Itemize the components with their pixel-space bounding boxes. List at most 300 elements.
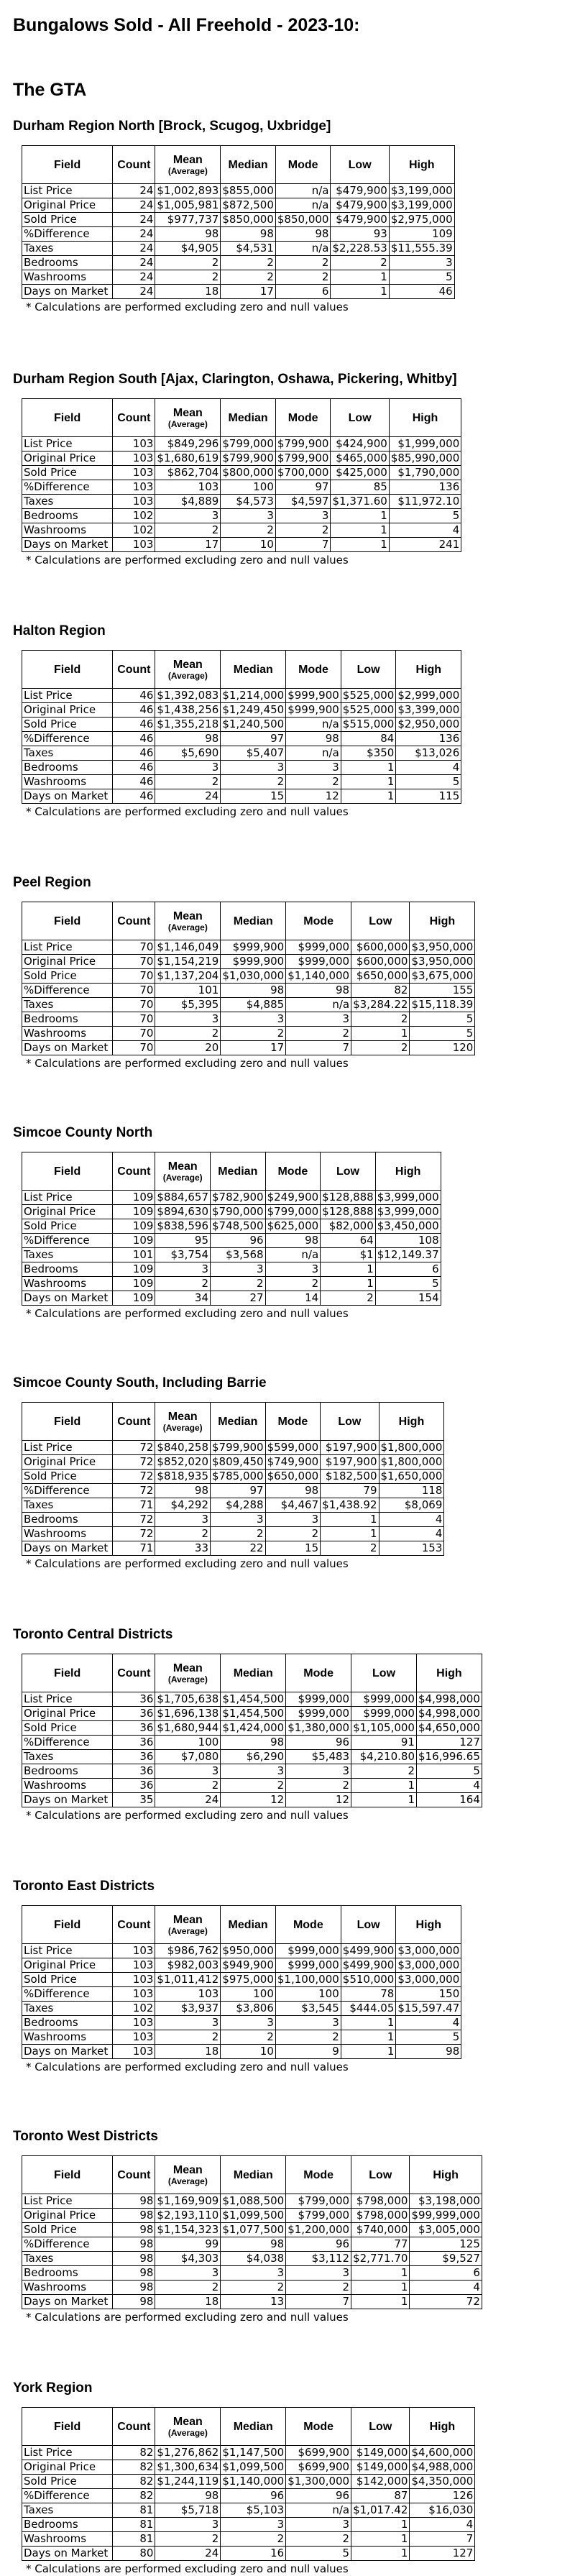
cell-low: 1 [351, 2266, 410, 2281]
column-header-mean-sublabel: (Average) [167, 1925, 208, 1936]
cell-low: 1 [321, 1277, 376, 1291]
cell-mean: 98 [155, 2489, 221, 2503]
cell-high: 4 [416, 1779, 482, 1793]
cell-field: Bedrooms [22, 256, 113, 270]
cell-mean: 20 [155, 1041, 221, 1055]
column-header-mean-sublabel: (Average) [167, 2176, 208, 2186]
column-header-field: Field [22, 1654, 113, 1692]
cell-low: $350 [341, 746, 396, 761]
cell-low: 1 [351, 2547, 410, 2561]
cell-median: 3 [221, 1764, 286, 1779]
cell-count: 36 [113, 1692, 155, 1707]
cell-field: Days on Market [22, 1291, 113, 1306]
cell-high: 5 [410, 1027, 475, 1041]
cell-median: $3,806 [221, 2002, 276, 2016]
cell-field: %Difference [22, 984, 113, 998]
column-header-mean-sublabel: (Average) [167, 2427, 208, 2438]
region-title: Toronto Central Districts [13, 1627, 173, 1642]
cell-low: $600,000 [351, 940, 410, 955]
cell-mode: 6 [275, 285, 331, 299]
table-row [22, 1750, 482, 1764]
column-header-mode: Mode [286, 1654, 351, 1692]
cell-mean: $977,737 [155, 213, 221, 227]
table-row [22, 523, 461, 538]
cell-mean: 3 [155, 2016, 221, 2030]
cell-count: 109 [113, 1291, 155, 1306]
cell-low: $197,900 [321, 1441, 379, 1455]
column-header-mean [155, 1906, 221, 1944]
region-section [13, 118, 455, 314]
cell-median: 2 [221, 270, 276, 285]
header-row [22, 1403, 444, 1441]
cell-mode: 3 [275, 2016, 341, 2030]
table-row [22, 789, 461, 804]
cell-field: Taxes [22, 746, 113, 761]
cell-low: $479,900 [331, 198, 389, 213]
column-header-mean [155, 146, 221, 184]
cell-mode: n/a [286, 2503, 351, 2518]
cell-low: 1 [351, 2295, 410, 2309]
column-header-mean-label: Mean [172, 658, 203, 671]
cell-median: $1,030,000 [221, 969, 286, 984]
column-header-field: Field [22, 651, 113, 689]
cell-high: 5 [416, 1764, 482, 1779]
cell-mode: 15 [265, 1541, 321, 1556]
cell-high: $15,118.39 [410, 998, 475, 1012]
cell-low: 87 [351, 2489, 410, 2503]
table-row [22, 1736, 482, 1750]
cell-mean: 2 [155, 1277, 211, 1291]
cell-mean: $1,680,944 [155, 1721, 221, 1736]
cell-mode: 3 [286, 2266, 351, 2281]
table-row [22, 1973, 461, 1987]
cell-median: 2 [221, 1027, 286, 1041]
cell-high: 4 [396, 2016, 461, 2030]
cell-high: $3,199,000 [389, 198, 454, 213]
cell-mode: 98 [275, 227, 331, 242]
cell-mean: $894,630 [155, 1205, 211, 1219]
cell-median: $800,000 [221, 466, 276, 480]
cell-field: Original Price [22, 452, 113, 466]
cell-low: $128,888 [321, 1205, 376, 1219]
cell-mean: $986,762 [155, 1944, 221, 1958]
cell-mean: $4,905 [155, 242, 221, 256]
cell-high: $1,800,000 [379, 1441, 444, 1455]
cell-mean: 2 [155, 2030, 221, 2045]
cell-count: 36 [113, 1707, 155, 1721]
cell-low: 1 [341, 761, 396, 775]
cell-high: $3,399,000 [396, 703, 461, 718]
cell-median: 97 [211, 1484, 266, 1498]
region-section [13, 371, 461, 567]
cell-field: Taxes [22, 1248, 113, 1262]
column-header-field: Field [22, 399, 113, 437]
cell-count: 72 [113, 1513, 155, 1527]
cell-low: $3,284.22 [351, 998, 410, 1012]
column-header-low: Low [351, 2408, 410, 2446]
cell-mean: 3 [155, 2266, 221, 2281]
cell-mode: 100 [275, 1987, 341, 2002]
cell-median: 10 [221, 538, 276, 552]
cell-mode: 5 [286, 2547, 351, 2561]
cell-median: $782,900 [211, 1191, 266, 1205]
table-row [22, 2281, 482, 2295]
cell-low: 1 [341, 789, 396, 804]
cell-field: Sold Price [22, 2223, 113, 2237]
cell-high: $11,555.39 [389, 242, 454, 256]
column-header-high: High [396, 651, 461, 689]
table-row [22, 2194, 482, 2209]
cell-count: 72 [113, 1484, 155, 1498]
cell-field: Days on Market [22, 285, 113, 299]
cell-low: $650,000 [351, 969, 410, 984]
table-row [22, 1779, 482, 1793]
cell-high: $2,999,000 [396, 689, 461, 703]
column-header-count: Count [113, 2156, 155, 2194]
table-row [22, 509, 461, 523]
cell-mode: $799,000 [265, 1205, 321, 1219]
column-header-mode: Mode [275, 146, 331, 184]
cell-high: 4 [396, 761, 461, 775]
cell-mean: 98 [155, 227, 221, 242]
cell-count: 24 [113, 285, 155, 299]
cell-median: 2 [221, 523, 276, 538]
column-header-low: Low [321, 1152, 376, 1191]
stats-table [22, 2407, 475, 2561]
calculation-note: * Calculations are performed excluding zero and null values [26, 554, 349, 567]
header-row [22, 146, 455, 184]
column-header-mean-label: Mean [172, 1913, 203, 1926]
cell-mean: 2 [155, 1779, 221, 1793]
cell-high: 126 [410, 2489, 475, 2503]
table-row [22, 2252, 482, 2266]
cell-mean: 2 [155, 2532, 221, 2547]
cell-mode: n/a [286, 746, 341, 761]
table-row [22, 2446, 475, 2460]
cell-count: 70 [113, 1041, 155, 1055]
cell-low: $515,000 [341, 718, 396, 732]
region-title: Peel Region [13, 875, 91, 890]
cell-field: Days on Market [22, 2045, 113, 2059]
cell-mean: $1,355,218 [155, 718, 221, 732]
cell-mean: 18 [155, 285, 221, 299]
column-header-median: Median [211, 1152, 266, 1191]
cell-median: $5,407 [221, 746, 286, 761]
cell-count: 98 [113, 2281, 155, 2295]
cell-median: 3 [221, 509, 276, 523]
cell-field: %Difference [22, 1736, 113, 1750]
stats-table [22, 902, 475, 1055]
cell-field: Washrooms [22, 1277, 113, 1291]
cell-mean: 99 [155, 2237, 221, 2252]
column-header-mean [155, 2408, 221, 2446]
cell-median: $1,147,500 [221, 2446, 286, 2460]
cell-count: 46 [113, 775, 155, 789]
cell-field: List Price [22, 940, 113, 955]
cell-mode: 98 [265, 1484, 321, 1498]
column-header-mean [155, 902, 221, 940]
cell-mean: $3,754 [155, 1248, 211, 1262]
cell-high: $4,988,000 [410, 2460, 475, 2475]
cell-count: 103 [113, 495, 155, 509]
cell-mode: 7 [275, 538, 331, 552]
cell-count: 103 [113, 437, 155, 452]
cell-mode: $3,112 [286, 2252, 351, 2266]
cell-field: Washrooms [22, 1527, 113, 1541]
cell-high: $1,790,000 [389, 466, 461, 480]
cell-high: 153 [379, 1541, 444, 1556]
cell-mean: $7,080 [155, 1750, 221, 1764]
cell-count: 103 [113, 1973, 155, 1987]
cell-mode: $799,900 [275, 437, 331, 452]
header-row [22, 902, 475, 940]
column-header-count: Count [113, 1906, 155, 1944]
table-row [22, 1441, 444, 1455]
cell-median: $1,140,000 [221, 2475, 286, 2489]
cell-low: $1 [321, 1248, 376, 1262]
cell-mode: $650,000 [265, 1470, 321, 1484]
cell-median: 97 [221, 732, 286, 746]
cell-count: 103 [113, 2030, 155, 2045]
cell-low: $2,771.70 [351, 2252, 410, 2266]
cell-low: $182,500 [321, 1470, 379, 1484]
cell-low: 84 [341, 732, 396, 746]
cell-median: 3 [211, 1513, 266, 1527]
table-row [22, 1484, 444, 1498]
cell-mode: $5,483 [286, 1750, 351, 1764]
cell-mode: 98 [286, 984, 351, 998]
calculation-note: * Calculations are performed excluding zero and null values [26, 805, 349, 818]
column-header-mean-sublabel: (Average) [167, 1674, 208, 1685]
cell-field: List Price [22, 1191, 113, 1205]
table-row [22, 1262, 441, 1277]
column-header-mean-label: Mean [172, 406, 203, 419]
cell-median: 2 [221, 256, 276, 270]
cell-field: Washrooms [22, 2030, 113, 2045]
cell-mean: 2 [155, 775, 221, 789]
cell-median: $3,568 [211, 1248, 266, 1262]
cell-median: 10 [221, 2045, 276, 2059]
cell-count: 98 [113, 2266, 155, 2281]
column-header-count: Count [113, 902, 155, 940]
cell-median: $1,249,450 [221, 703, 286, 718]
cell-high: $3,999,000 [375, 1191, 441, 1205]
table-row [22, 2002, 461, 2016]
cell-median: 27 [211, 1291, 266, 1306]
table-row [22, 213, 455, 227]
region-section [13, 1375, 444, 1571]
cell-high: 5 [389, 270, 454, 285]
calculation-note: * Calculations are performed excluding zero and null values [26, 2562, 349, 2575]
cell-count: 46 [113, 746, 155, 761]
region-title: Durham Region South [Ajax, Clarington, Oshawa, Pickering, Whitby] [13, 372, 457, 387]
cell-high: 72 [410, 2295, 482, 2309]
cell-field: Days on Market [22, 789, 113, 804]
table-row [22, 1219, 441, 1234]
column-header-mean [155, 1403, 211, 1441]
cell-field: Washrooms [22, 1027, 113, 1041]
cell-low: $525,000 [341, 689, 396, 703]
cell-mean: $1,146,049 [155, 940, 221, 955]
cell-high: 4 [410, 2518, 475, 2532]
header-row [22, 399, 461, 437]
column-header-mean-sublabel: (Average) [162, 1172, 203, 1183]
cell-mean: $1,300,634 [155, 2460, 221, 2475]
column-header-high: High [410, 2408, 475, 2446]
region-section [13, 2128, 482, 2324]
cell-low: 91 [351, 1736, 417, 1750]
cell-high: 108 [375, 1234, 441, 1248]
table-row [22, 452, 461, 466]
cell-field: List Price [22, 437, 113, 452]
cell-mode: 12 [286, 1793, 351, 1807]
calculation-note: * Calculations are performed excluding zero and null values [26, 301, 349, 313]
table-row [22, 746, 461, 761]
cell-median: $1,454,500 [221, 1707, 286, 1721]
column-header-high: High [379, 1403, 444, 1441]
table-row [22, 732, 461, 746]
cell-field: Sold Price [22, 969, 113, 984]
cell-low: 1 [331, 509, 389, 523]
table-row [22, 1191, 441, 1205]
cell-high: 115 [396, 789, 461, 804]
cell-high: 127 [410, 2547, 475, 2561]
cell-count: 24 [113, 256, 155, 270]
table-row [22, 2237, 482, 2252]
table-row [22, 2223, 482, 2237]
cell-median: 2 [221, 775, 286, 789]
table-row [22, 718, 461, 732]
cell-high: $16,030 [410, 2503, 475, 2518]
cell-high: 98 [396, 2045, 461, 2059]
cell-count: 98 [113, 2237, 155, 2252]
cell-mean: $1,011,412 [155, 1973, 221, 1987]
cell-mean: 2 [155, 270, 221, 285]
cell-count: 70 [113, 969, 155, 984]
column-header-mode: Mode [265, 1152, 321, 1191]
cell-field: List Price [22, 1692, 113, 1707]
cell-field: Days on Market [22, 1041, 113, 1055]
calculation-note: * Calculations are performed excluding zero and null values [26, 2061, 349, 2073]
cell-low: 2 [351, 1041, 410, 1055]
cell-field: Washrooms [22, 523, 113, 538]
table-row [22, 984, 475, 998]
cell-mode: 14 [265, 1291, 321, 1306]
table-row [22, 2489, 475, 2503]
cell-mean: $838,596 [155, 1219, 211, 1234]
table-row [22, 1721, 482, 1736]
table-row [22, 998, 475, 1012]
header-row [22, 1906, 461, 1944]
stats-table [22, 650, 461, 804]
header-row [22, 2408, 475, 2446]
cell-high: 241 [389, 538, 461, 552]
cell-field: %Difference [22, 1234, 113, 1248]
cell-mean: $1,154,219 [155, 955, 221, 969]
cell-high: $4,600,000 [410, 2446, 475, 2460]
column-header-mean-sublabel: (Average) [167, 670, 208, 681]
table-row [22, 198, 455, 213]
cell-mode: $999,900 [286, 703, 341, 718]
cell-median: $1,088,500 [221, 2194, 286, 2209]
cell-count: 46 [113, 761, 155, 775]
cell-mode: $1,200,000 [286, 2223, 351, 2237]
cell-field: Days on Market [22, 2547, 113, 2561]
cell-mean: 34 [155, 1291, 211, 1306]
table-row [22, 1027, 475, 1041]
cell-high: $3,199,000 [389, 184, 454, 198]
cell-mode: 3 [286, 2518, 351, 2532]
cell-low: 2 [351, 1764, 417, 1779]
column-header-mean-label: Mean [172, 1661, 203, 1674]
column-header-field: Field [22, 2156, 113, 2194]
table-row [22, 256, 455, 270]
cell-mode: 2 [265, 1527, 321, 1541]
cell-count: 98 [113, 2252, 155, 2266]
cell-mode: n/a [265, 1248, 321, 1262]
cell-field: Bedrooms [22, 2518, 113, 2532]
cell-median: 100 [221, 480, 276, 495]
table-row [22, 2475, 475, 2489]
column-header-field: Field [22, 1906, 113, 1944]
cell-median: 2 [221, 2532, 286, 2547]
cell-field: Days on Market [22, 2295, 113, 2309]
cell-mode: 3 [286, 1012, 351, 1027]
cell-median: $4,038 [221, 2252, 286, 2266]
column-header-low: Low [331, 399, 389, 437]
cell-high: $3,999,000 [375, 1205, 441, 1219]
cell-low: $600,000 [351, 955, 410, 969]
cell-count: 72 [113, 1470, 155, 1484]
column-header-high: High [389, 146, 454, 184]
cell-mode: $3,545 [275, 2002, 341, 2016]
header-row [22, 1152, 441, 1191]
cell-low: $525,000 [341, 703, 396, 718]
cell-mean: $1,276,862 [155, 2446, 221, 2460]
cell-count: 109 [113, 1191, 155, 1205]
cell-median: 98 [221, 2237, 286, 2252]
cell-mean: $818,935 [155, 1470, 211, 1484]
cell-count: 103 [113, 1958, 155, 1973]
cell-count: 98 [113, 2209, 155, 2223]
cell-low: $425,000 [331, 466, 389, 480]
cell-low: $424,900 [331, 437, 389, 452]
column-header-mean [155, 1654, 221, 1692]
cell-median: $4,288 [211, 1498, 266, 1513]
cell-count: 71 [113, 1541, 155, 1556]
cell-high: $3,198,000 [410, 2194, 482, 2209]
cell-count: 103 [113, 2016, 155, 2030]
cell-low: 2 [321, 1541, 379, 1556]
cell-median: 17 [221, 1041, 286, 1055]
table-row [22, 2266, 482, 2281]
cell-field: %Difference [22, 732, 113, 746]
cell-low: $2,228.53 [331, 242, 389, 256]
column-header-field: Field [22, 2408, 113, 2446]
cell-mode: $999,000 [275, 1958, 341, 1973]
column-header-mode: Mode [275, 399, 331, 437]
cell-high: $11,972.10 [389, 495, 461, 509]
table-row [22, 1987, 461, 2002]
table-row [22, 1205, 441, 1219]
cell-count: 71 [113, 1498, 155, 1513]
cell-mode: $799,000 [286, 2209, 351, 2223]
column-header-mean-sublabel: (Average) [167, 922, 208, 932]
cell-mode: 98 [265, 1234, 321, 1248]
cell-field: Sold Price [22, 718, 113, 732]
table-row [22, 1277, 441, 1291]
column-header-mean-label: Mean [172, 2163, 203, 2176]
